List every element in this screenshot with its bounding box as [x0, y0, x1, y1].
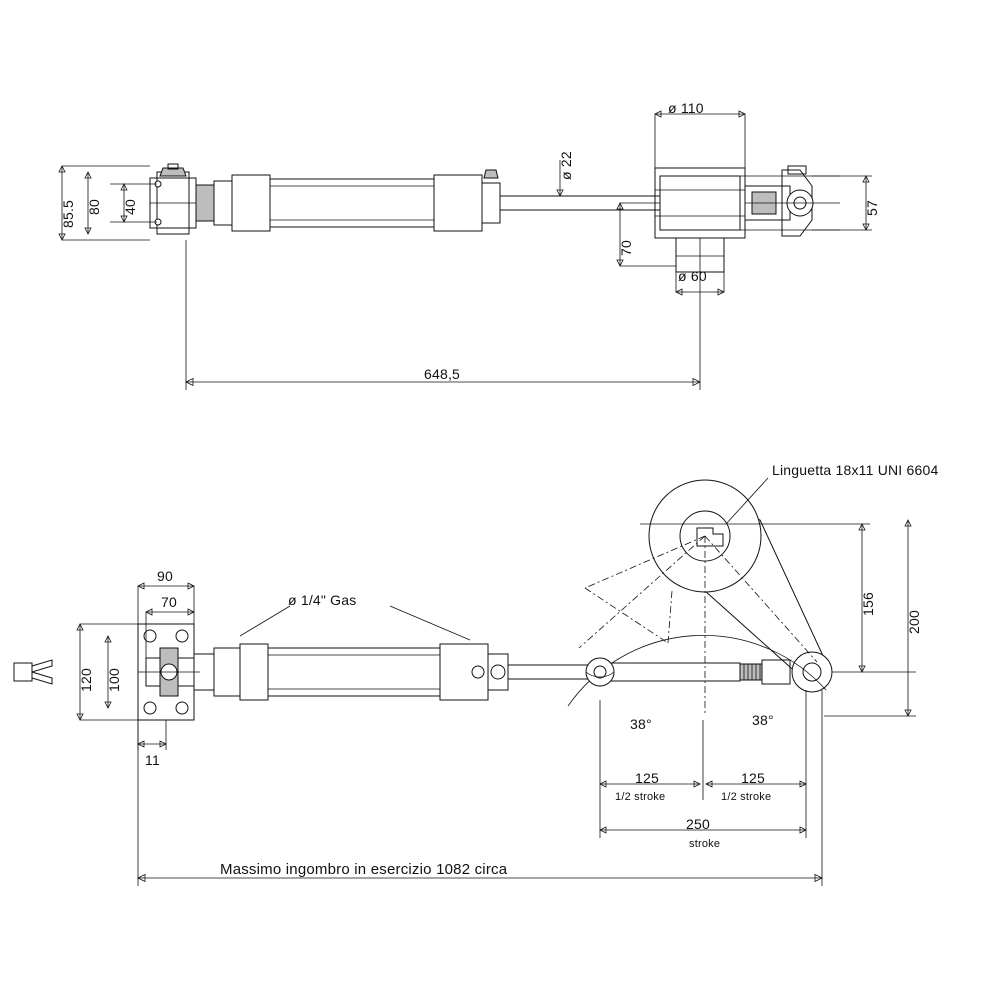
note-half-stroke-right: 1/2 stroke: [721, 791, 772, 803]
dim-200: 200: [906, 610, 922, 634]
dim-90: 90: [157, 568, 173, 584]
note-half-stroke-left: 1/2 stroke: [615, 791, 666, 803]
dim-half-stroke-right: 125: [741, 770, 765, 786]
dim-diameter-110: ø 110: [668, 100, 704, 116]
angle-right-38: 38°: [752, 712, 774, 728]
dim-80: 80: [86, 199, 102, 215]
dim-648-5: 648,5: [424, 366, 461, 382]
note-stroke-total: stroke: [689, 838, 721, 850]
callout-gas-port: ø 1/4" Gas: [288, 592, 357, 608]
dim-156: 156: [860, 592, 876, 616]
callout-key-linguetta: Linguetta 18x11 UNI 6604: [772, 462, 939, 478]
dim-diameter-60: ø 60: [678, 268, 707, 284]
dim-85-5: 85.5: [60, 199, 76, 228]
angle-left-38: 38°: [630, 716, 652, 732]
dim-40: 40: [122, 199, 138, 215]
dim-70-bottom: 70: [161, 594, 177, 610]
dim-stroke-total: 250: [686, 816, 710, 832]
dim-70-top: 70: [618, 240, 634, 256]
dim-11: 11: [145, 752, 160, 768]
dim-120: 120: [78, 668, 94, 692]
dim-100: 100: [106, 668, 122, 692]
top-view-geometry: [150, 164, 840, 272]
bottom-view-geometry: [14, 480, 832, 720]
dim-57: 57: [864, 200, 880, 216]
top-view-dimensions: [59, 111, 872, 390]
dim-half-stroke-left: 125: [635, 770, 659, 786]
dim-diameter-22: ø 22: [558, 151, 574, 180]
overall-envelope-note: Massimo ingombro in esercizio 1082 circa: [220, 861, 508, 878]
